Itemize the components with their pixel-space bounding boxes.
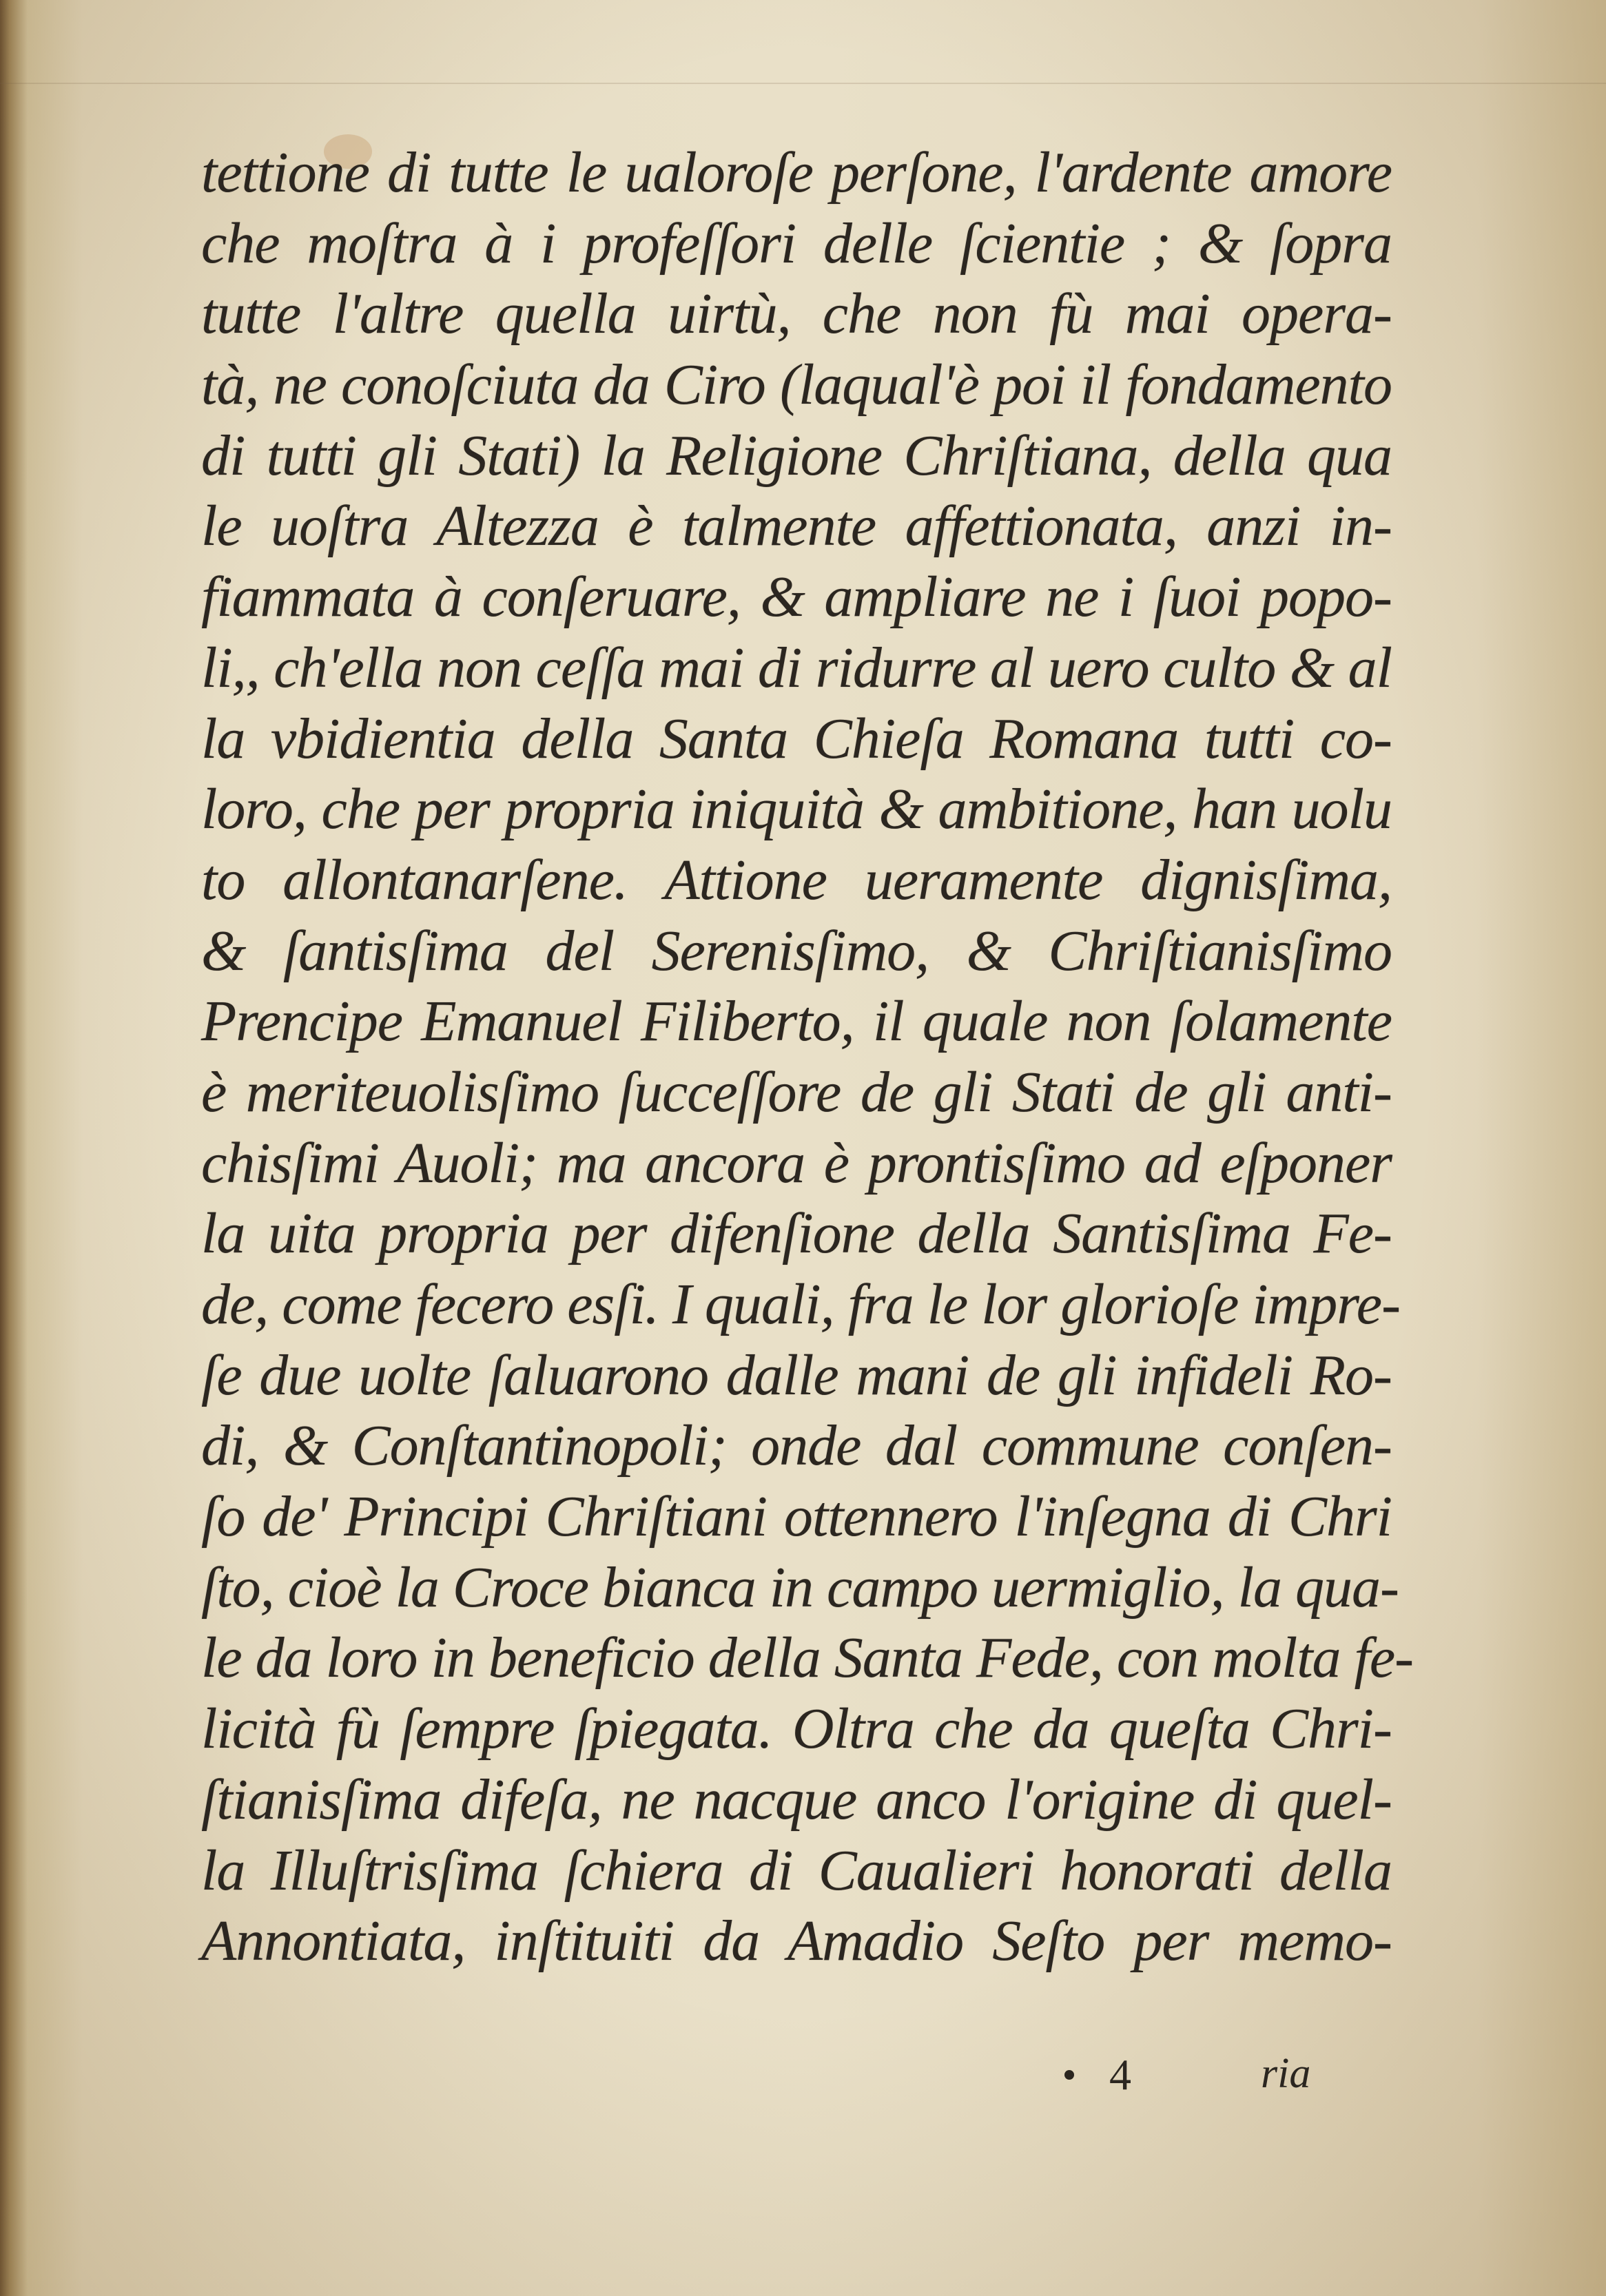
catchword: ria xyxy=(1261,2050,1311,2097)
text-line: to allontanarſene. Attione ueramente dignisſima, xyxy=(201,847,1392,912)
text-line: li,, ch'ella non ceſſa mai di ridurre al uero culto & al xyxy=(201,635,1392,700)
page-number: 4 xyxy=(1109,2050,1131,2099)
text-line: ſto, cioè la Croce bianca in campo uermiglio, la qua- xyxy=(201,1555,1399,1620)
text-line: & ſantisſima del Serenisſimo, & Chriſtianisſimo xyxy=(201,918,1392,983)
text-line: ſo de' Principi Chriſtiani ottennero l'inſegna di Chri xyxy=(201,1485,1392,1549)
text-line: la vbidientia della Santa Chieſa Romana tutti co- xyxy=(201,706,1392,771)
text-line: Prencipe Emanuel Filiberto, il quale non ſolamente xyxy=(201,989,1392,1054)
text-line: de, come fecero esſi. I quali, fra le lor glorioſe impre- xyxy=(201,1272,1401,1336)
text-line: tà, ne conoſciuta da Ciro (laqual'è poi il fondamento xyxy=(201,353,1392,417)
signature-mark xyxy=(1064,2070,1074,2080)
text-line: la Illuſtrisſima ſchiera di Caualieri honorati della xyxy=(201,1838,1392,1903)
text-line: tutte l'altre quella uirtù, che non fù mai opera- xyxy=(201,282,1392,347)
text-line: ſtianisſima difeſa, ne nacque anco l'origine di quel- xyxy=(201,1767,1392,1832)
text-line: chisſimi Auoli; ma ancora è prontisſimo ad eſponer xyxy=(201,1130,1392,1195)
text-line: loro, che per propria iniquità & ambitione, han uolu xyxy=(201,777,1392,842)
text-line: tettione di tutte le ualoroſe perſone, l'ardente amore xyxy=(201,141,1392,205)
text-line: le uoſtra Altezza è talmente affettionata, anzi in- xyxy=(201,494,1392,559)
body-text xyxy=(201,138,1414,1977)
page-fold-line xyxy=(0,83,1606,84)
text-line: di tutti gli Stati) la Religione Chriſtiana, della qua xyxy=(201,423,1392,488)
text-line: di, & Conſtantinopoli; onde dal commune conſen- xyxy=(201,1414,1392,1478)
text-line: è meriteuolisſimo ſucceſſore de gli Stati de gli anti- xyxy=(201,1059,1392,1124)
text-line: la uita propria per difenſione della Santisſima Fe- xyxy=(201,1201,1392,1266)
text-line: le da loro in beneficio della Santa Fede, con molta fe- xyxy=(201,1626,1414,1690)
text-line: fiammata à conſeruare, & ampliare ne i ſuoi popo- xyxy=(201,565,1392,630)
text-line: che moſtra à i profeſſori delle ſcientie ; & ſopra xyxy=(201,211,1392,276)
text-line: Annontiata, inſtituiti da Amadio Seſto per memo- xyxy=(201,1909,1392,1974)
text-line: licità fù ſempre ſpiegata. Oltra che da queſta Chri- xyxy=(201,1697,1392,1761)
text-line: ſe due uolte ſaluarono dalle mani de gli infideli Ro- xyxy=(201,1343,1392,1407)
